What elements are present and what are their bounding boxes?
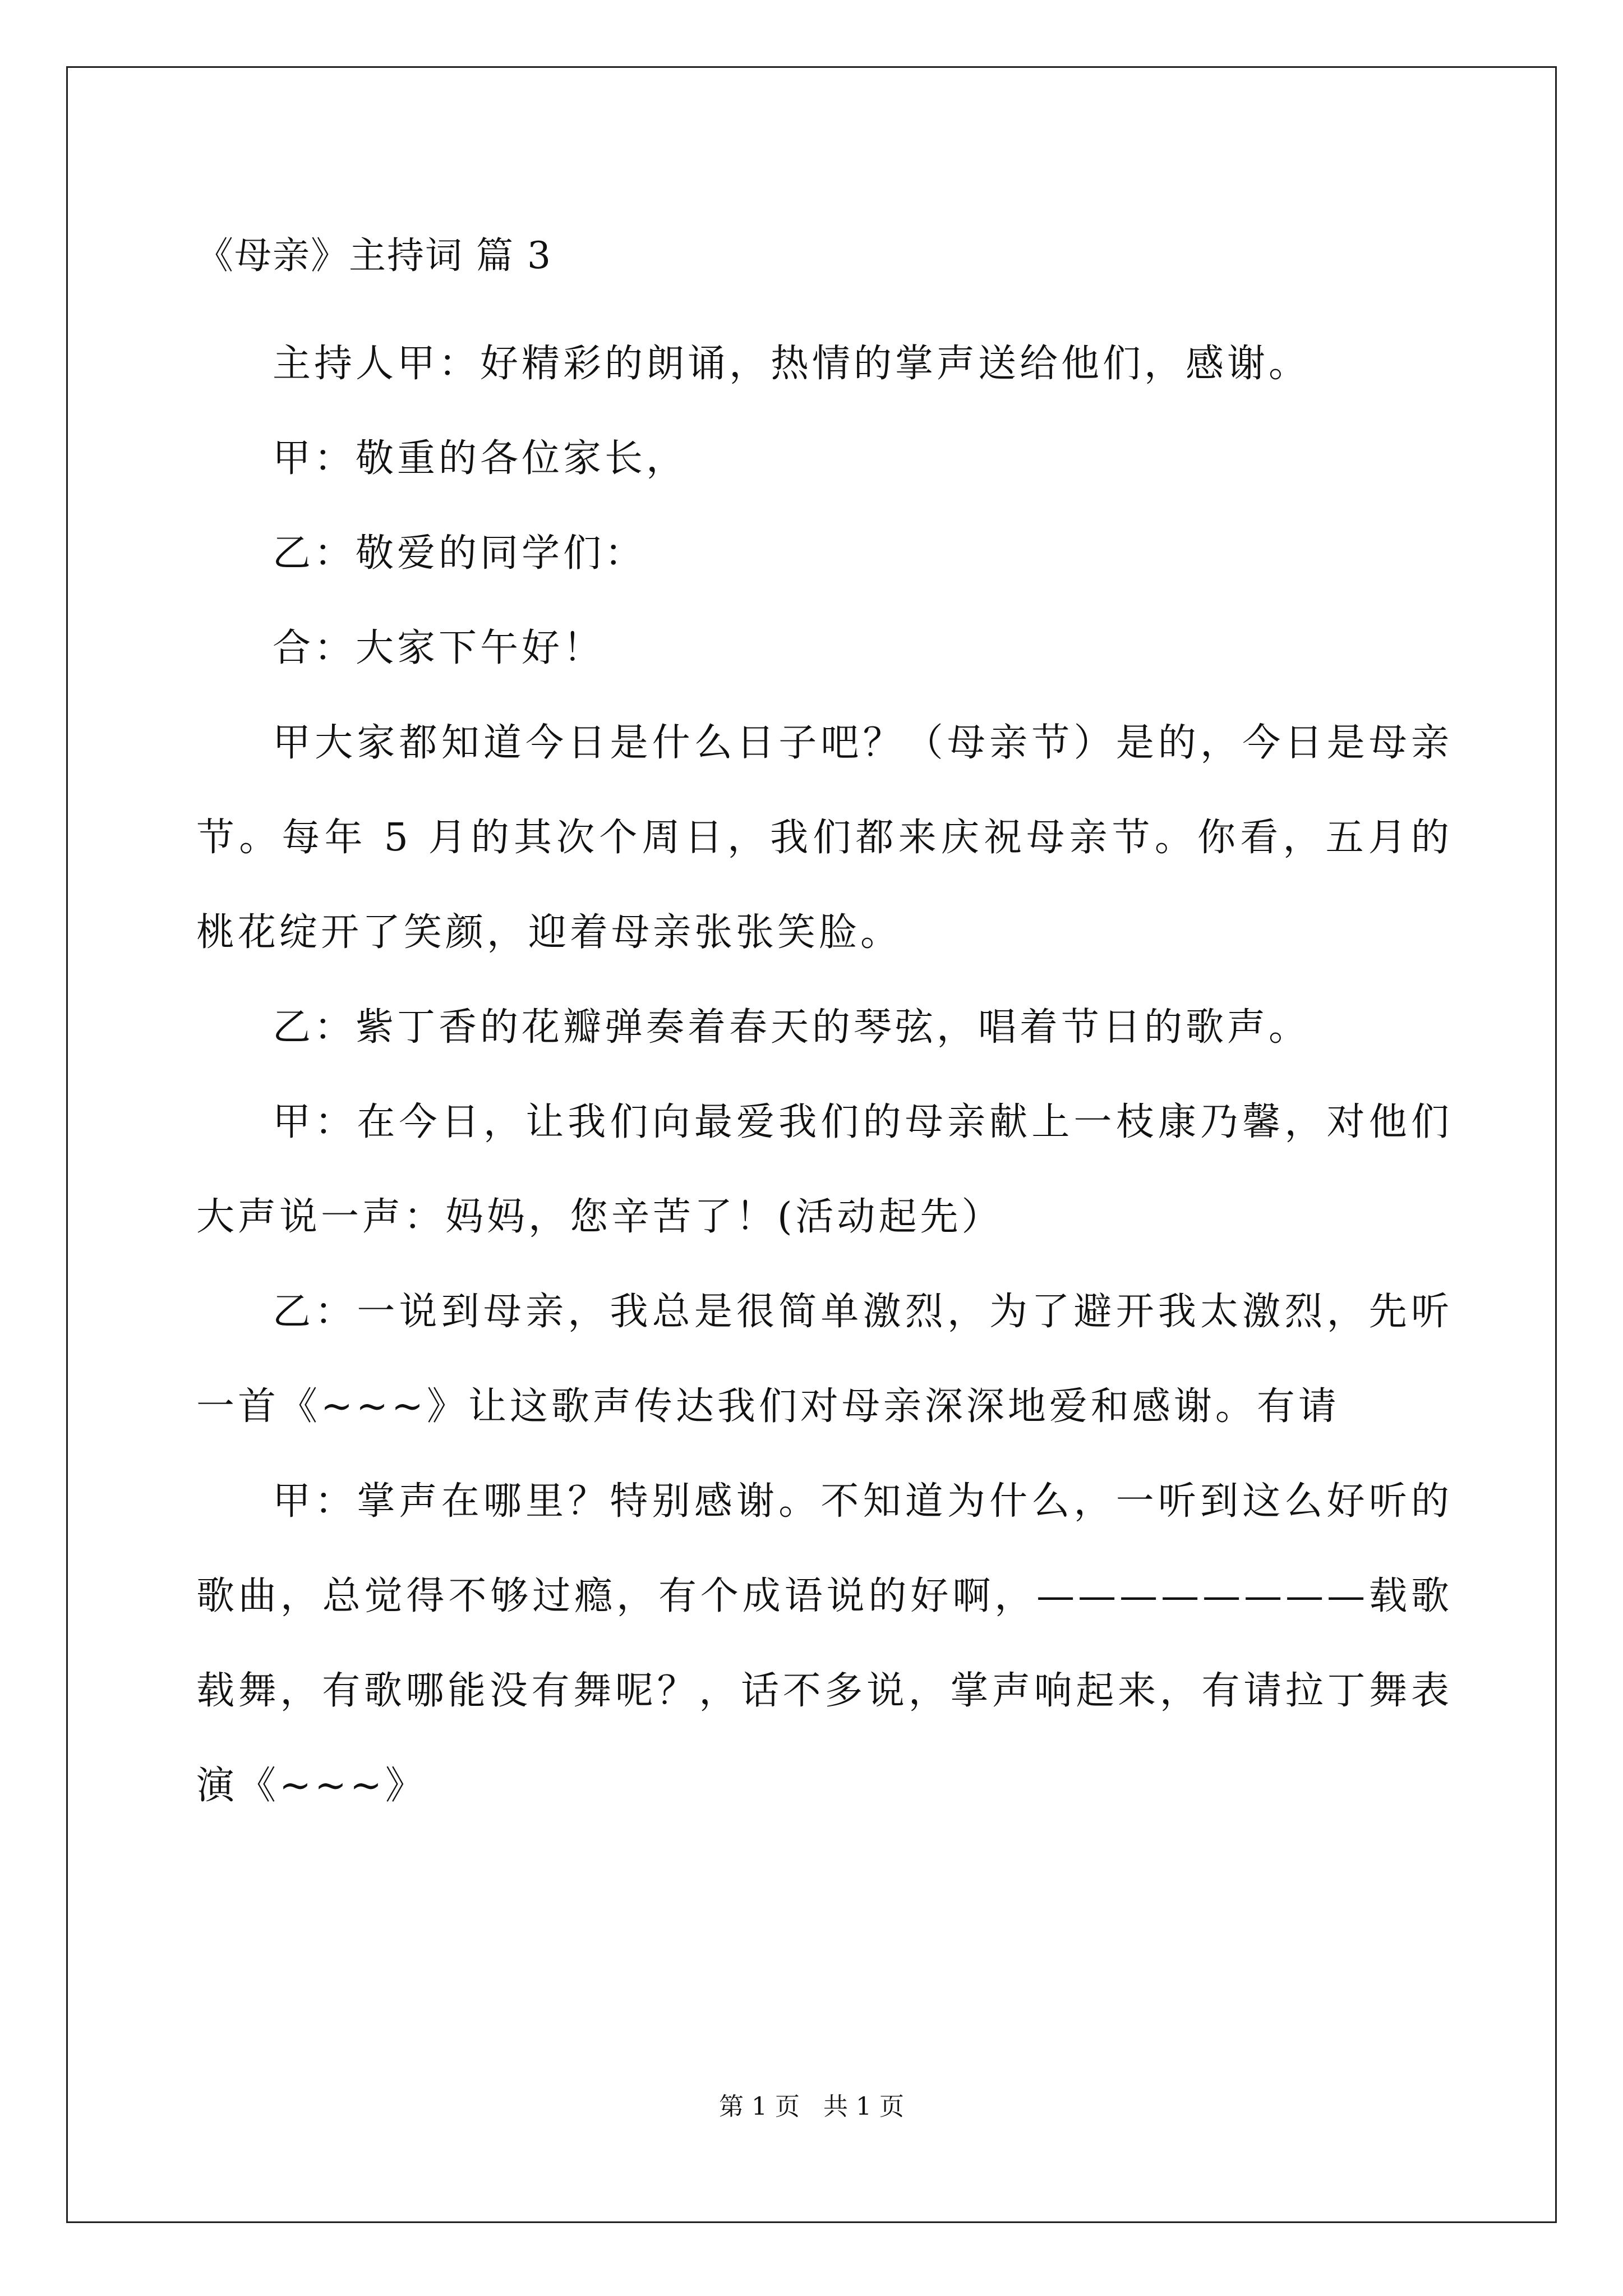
paragraph: 甲大家都知道今日是什么日子吧？（母亲节）是的，今日是母亲节。每年 5 月的其次个周日，我们都来庆祝母亲节。你看，五月的桃花绽开了笑颜，迎着母亲张张笑脸。 — [196, 721, 1453, 955]
page-number: 第 1 页 共 1 页 — [719, 2092, 904, 2121]
paragraph: 甲：敬重的各位家长， — [273, 436, 688, 481]
document-body — [196, 222, 1453, 1833]
paragraph: 甲：掌声在哪里？特别感谢。不知道为什么，一听到这么好听的歌曲，总觉得不够过瘾，有个成语说的好啊，————————载歌载舞，有歌哪能没有舞呢？，话不多说，掌声响起来，有请拉丁舞表演《~~~》 — [196, 1479, 1453, 1808]
paragraph: 乙：紫丁香的花瓣弹奏着春天的琴弦，唱着节日的歌声。 — [273, 1005, 1311, 1050]
paragraph: 甲：在今日，让我们向最爱我们的母亲献上一枝康乃馨，对他们大声说一声：妈妈，您辛苦了！(活动起先） — [196, 1100, 1453, 1239]
paragraph: 乙：敬爱的同学们： — [273, 531, 647, 576]
paragraph-list — [196, 316, 1453, 1833]
paragraph: 合：大家下午好！ — [273, 626, 605, 670]
paragraph: 主持人甲：好精彩的朗诵，热情的掌声送给他们，感谢。 — [273, 342, 1311, 386]
document-title: 《母亲》主持词 篇 3 — [196, 234, 552, 277]
paragraph: 乙：一说到母亲，我总是很简单激烈，为了避开我太激烈，先听一首《~~~》让这歌声传达我们对母亲深深地爱和感谢。有请 — [196, 1290, 1453, 1429]
